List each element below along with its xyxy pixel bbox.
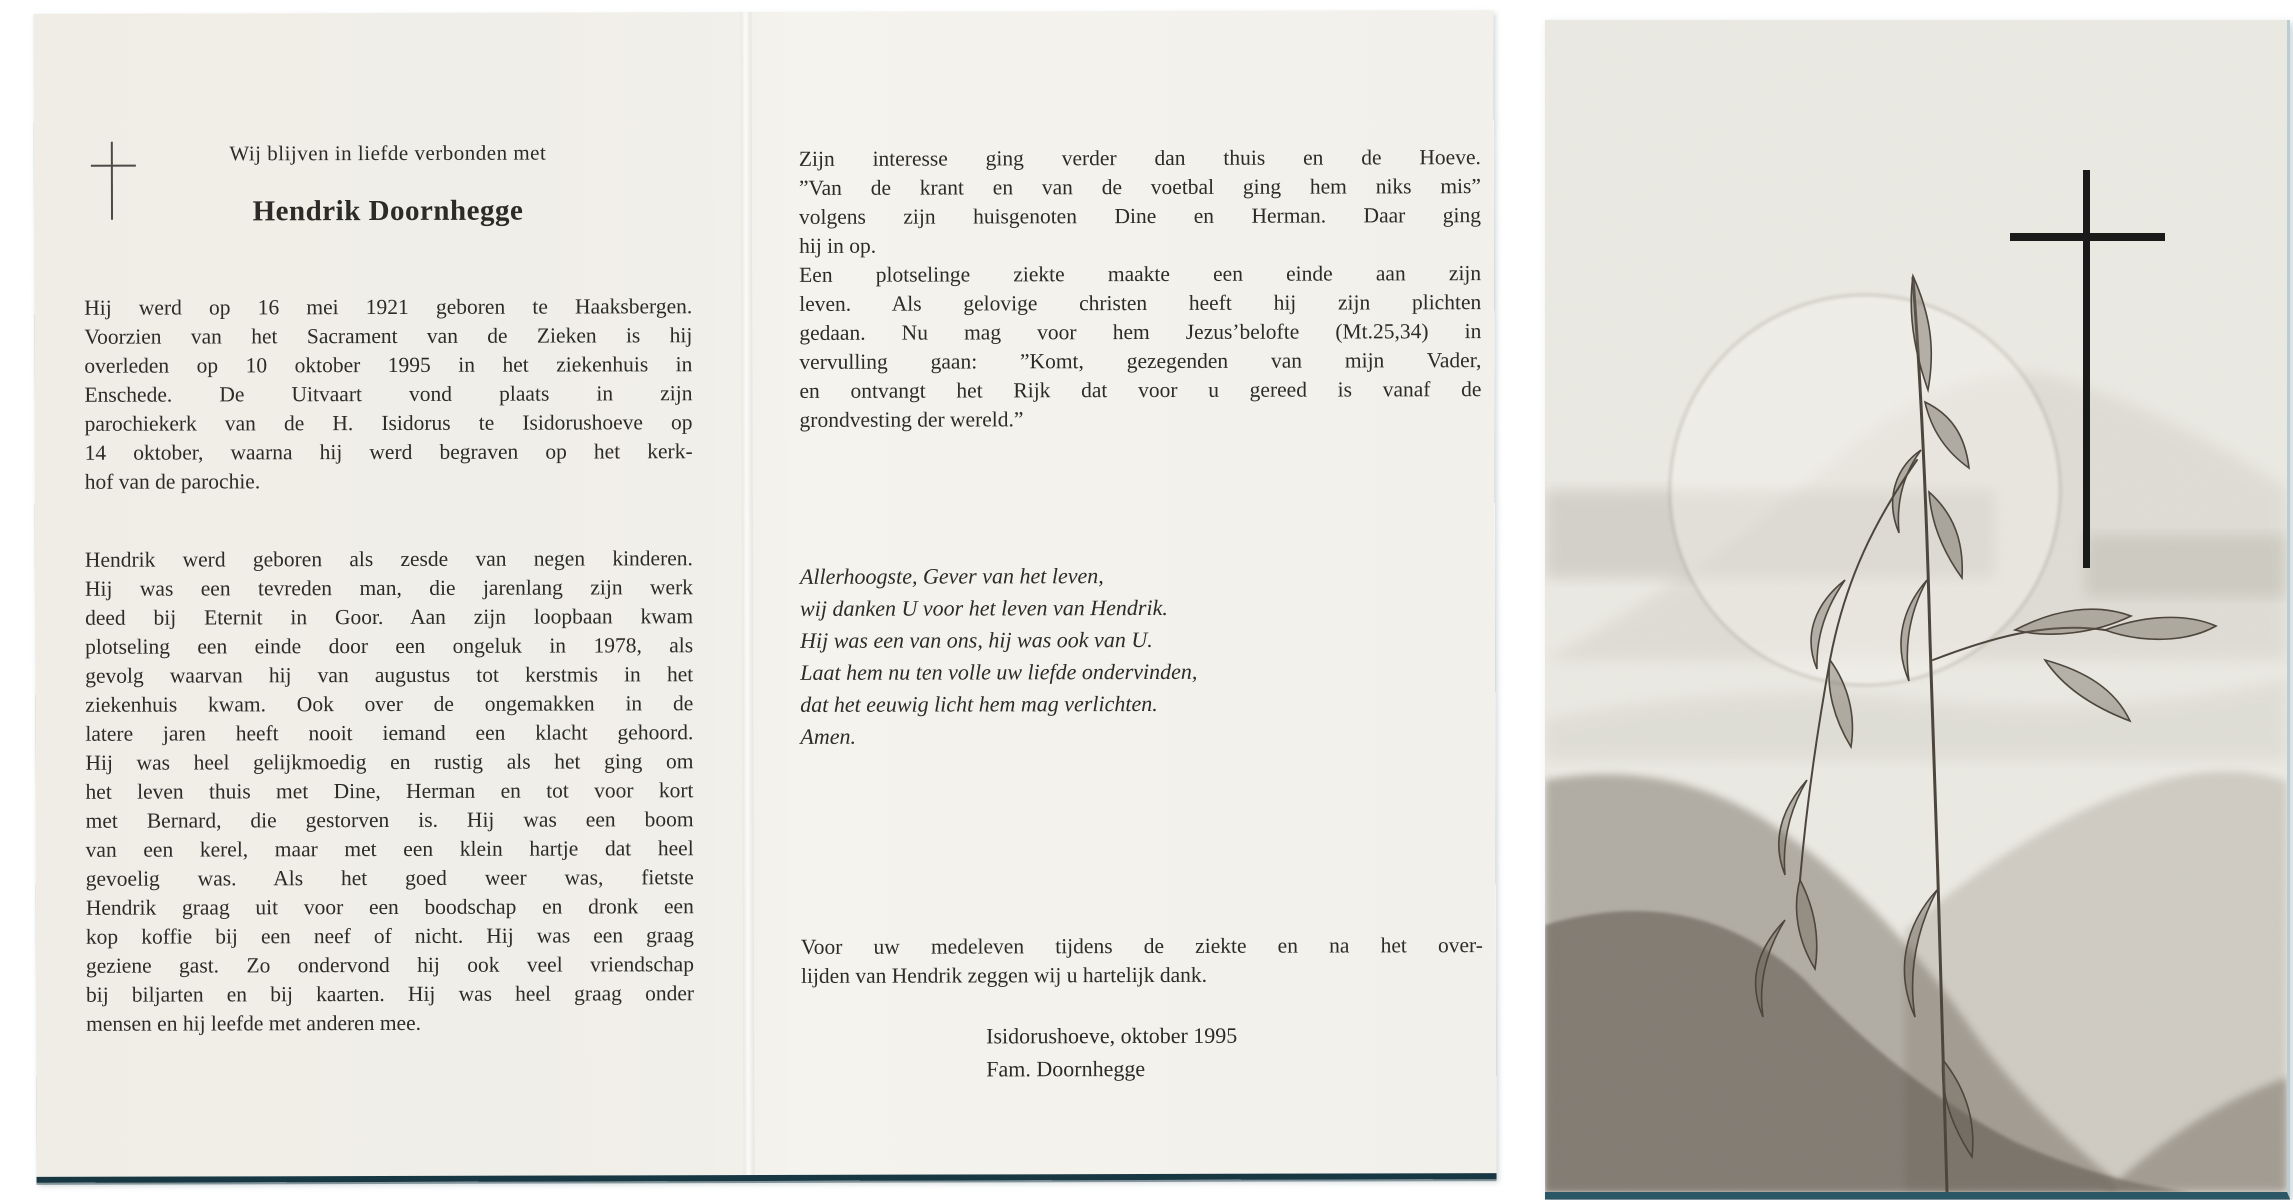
text-line: Allerhoogste, Gever van het leven, — [799, 563, 1104, 589]
signature-place-date: Isidorushoeve, oktober 1995 — [986, 1022, 1238, 1049]
text-line: gevoelig was. Als het goed weer was, fietste — [85, 865, 694, 891]
signature-family: Fam. Doornhegge — [986, 1056, 1146, 1082]
cross-horizontal-bar — [2010, 233, 2165, 241]
memorial-cross-icon — [83, 12, 691, 14]
text-line: Een plotselinge ziekte maakte een einde aan zijn — [799, 261, 1482, 287]
text-line: van een kerel, maar met een klein hartje dat heel — [85, 836, 694, 862]
cross-vertical-bar — [2083, 170, 2090, 568]
text-line: 14 oktober, waarna hij werd begraven op het kerk- — [84, 439, 693, 465]
text-line: kop koffie bij een neef of nicht. Hij was een graag — [85, 923, 694, 949]
text-line: met Bernard, die gestorven is. Hij was een boom — [85, 807, 694, 833]
text-line: Hendrik werd geboren als zesde van negen kinderen. — [84, 546, 693, 572]
text-line: Hij werd op 16 mei 1921 geboren te Haaksbergen. — [84, 294, 693, 320]
text-line: Voor uw medeleven tijdens de ziekte en na het over- — [800, 933, 1483, 959]
text-line: hof van de parochie. — [84, 469, 261, 494]
text-line: leven. Als gelovige christen heeft hij zijn plichten — [799, 290, 1482, 316]
text-line: grondvesting der wereld.” — [799, 407, 1024, 432]
text-line: Enschede. De Uitvaart vond plaats in zijn — [84, 381, 693, 407]
paragraph-life-story — [85, 544, 694, 1039]
text-line: Zijn interesse ging verder dan thuis en de Hoeve. — [798, 145, 1481, 171]
card-right-page — [798, 10, 1483, 1175]
paragraph-thanks — [801, 931, 1483, 991]
memorial-card-cover — [1545, 20, 2290, 1199]
paragraph-illness-faith — [799, 259, 1481, 435]
text-line: en ontvangt het Rijk dat voor u gereed is vanaf de — [799, 377, 1482, 403]
text-line: Hij was een van ons, hij was ook van U. — [800, 626, 1153, 653]
prayer-text — [800, 559, 1453, 753]
text-line: hij in op. — [799, 233, 877, 258]
text-line: Hendrik graag uit voor een boodschap en dronk een — [85, 894, 694, 920]
memorial-card-inner-spread — [33, 10, 1496, 1183]
text-line: gedaan. Nu mag voor hem Jezus’belofte (Mt.25,34) in — [799, 319, 1482, 345]
text-line: wij danken U voor het leven van Hendrik. — [799, 594, 1168, 621]
memorial-header: Wij blijven in liefde verbonden met — [229, 140, 547, 166]
paragraph-interests — [799, 143, 1481, 261]
cover-drawing — [1545, 20, 2287, 1192]
text-line: ”Van de krant en van de voetbal ging hem niks mis” — [798, 174, 1481, 200]
text-line: bij biljarten en bij kaarten. Hij was heel graag onder — [86, 981, 695, 1007]
text-line: ziekenhuis kwam. Ook over de ongemakken in de — [85, 691, 694, 717]
text-line: deed bij Eternit in Goor. Aan zijn loopbaan kwam — [85, 604, 694, 630]
text-line: geziene gast. Zo ondervond hij ook veel vriendschap — [85, 952, 694, 978]
card-left-page — [83, 12, 694, 1177]
paragraph-birth-death — [84, 292, 693, 497]
text-line: overleden op 10 oktober 1995 in het ziekenhuis in — [84, 352, 693, 378]
card-fold-line — [740, 12, 754, 1175]
text-line: gevolg waarvan hij van augustus tot kerstmis in het — [85, 662, 694, 688]
text-line: mensen en hij leefde met anderen mee. — [86, 1010, 422, 1036]
text-line: Hij was een tevreden man, die jarenlang zijn werk — [84, 575, 694, 601]
text-line: volgens zijn huisgenoten Dine en Herman. Daar ging — [798, 203, 1482, 229]
text-line: dat het eeuwig licht hem mag verlichten. — [800, 690, 1158, 717]
deceased-name: Hendrik Doornhegge — [252, 194, 524, 228]
text-line: lijden van Hendrik zeggen wij u hartelijk dank. — [800, 962, 1208, 988]
text-line: het leven thuis met Dine, Herman en tot voor kort — [85, 778, 694, 804]
text-line: Voorzien van het Sacrament van de Zieken is hij — [84, 323, 693, 349]
text-line: Laat hem nu ten volle uw liefde ondervinden, — [800, 658, 1198, 685]
text-line: vervulling gaan: ”Komt, gezegenden van mijn Vader, — [799, 348, 1482, 374]
sun-disc — [1670, 295, 2060, 685]
text-line: Amen. — [800, 723, 856, 749]
signature-block — [986, 1019, 1237, 1086]
text-line: Hij was heel gelijkmoedig en rustig als het ging om — [85, 749, 694, 775]
text-line: plotseling een einde door een ongeluk in 1978, als — [85, 633, 694, 659]
text-line: parochiekerk van de H. Isidorus te Isidorushoeve op — [84, 410, 693, 436]
text-line: latere jaren heeft nooit iemand een klacht gehoord. — [85, 720, 694, 746]
